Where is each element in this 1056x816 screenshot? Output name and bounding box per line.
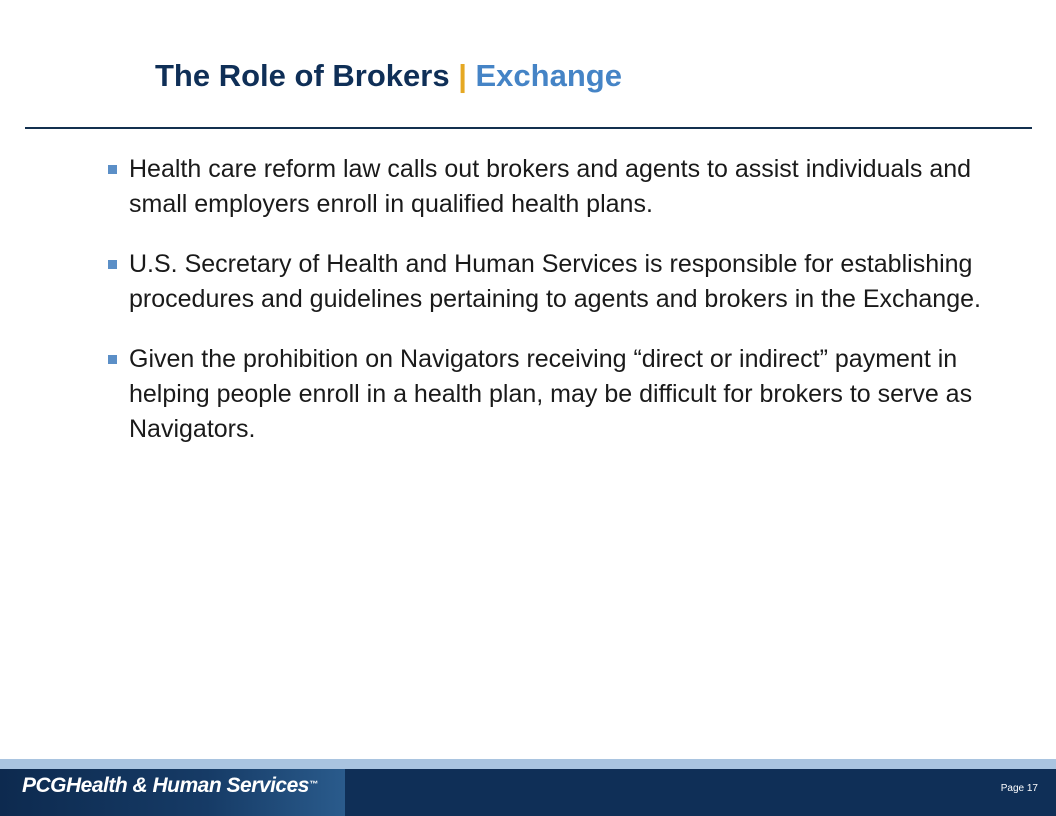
title-main: The Role of Brokers: [155, 58, 459, 93]
bullet-item: [104, 342, 1004, 447]
square-bullet-icon: [108, 165, 117, 174]
bullet-item: [104, 247, 1004, 317]
bullet-text: Health care reform law calls out brokers and agents to assist individuals and small employers enroll in qualified health plans.: [129, 155, 972, 218]
trademark-symbol: ™: [308, 779, 318, 789]
slide-title: [155, 56, 622, 96]
bullet-text: Given the prohibition on Navigators receiving “direct or indirect” payment in helping people enroll in a health plan, may be difficult for brokers to serve as Navigators.: [129, 345, 973, 443]
bullet-item: [104, 152, 1004, 222]
square-bullet-icon: [108, 355, 117, 364]
square-bullet-icon: [108, 260, 117, 269]
title-subtitle: Exchange: [466, 58, 622, 93]
title-separator: |: [458, 58, 467, 93]
footer-bar: [0, 769, 1056, 816]
footer-accent-stripe: [0, 759, 1056, 769]
bullet-text: U.S. Secretary of Health and Human Services is responsible for establishing procedures and guidelines pertaining to agents and brokers in the Exchange.: [129, 250, 981, 313]
page-number: Page 17: [1000, 783, 1038, 794]
pcg-logo-text: PCGHealth & Human Services: [22, 774, 309, 797]
pcg-logo: [22, 773, 317, 799]
bullet-list: [104, 152, 1004, 472]
title-divider: [25, 127, 1032, 129]
footer-logo-panel: [0, 769, 345, 816]
